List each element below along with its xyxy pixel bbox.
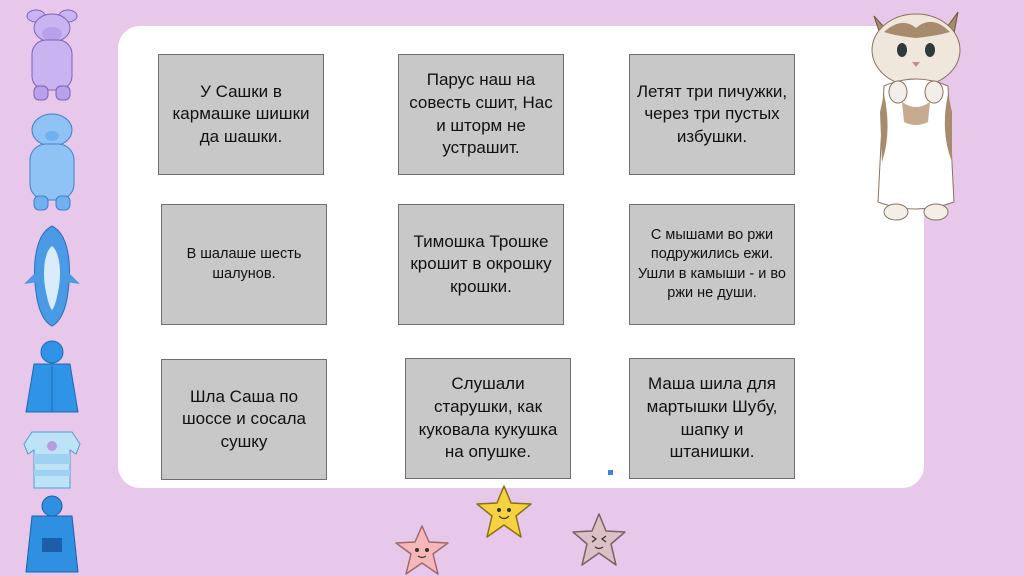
pink-star-icon <box>392 524 452 576</box>
purple-bunny-costume-icon <box>18 6 86 102</box>
yellow-star-icon <box>474 484 534 540</box>
tongue-twister-card-5[interactable]: Тимошка Трошке крошит в окрошку крошки. <box>398 204 564 325</box>
mauve-star-icon <box>570 512 628 568</box>
tongue-twister-card-6[interactable]: С мышами во ржи подружились ежи. Ушли в камыши - и во ржи не души. <box>629 204 795 325</box>
small-marker <box>608 470 613 475</box>
tongue-twister-card-4[interactable]: В шалаше шесть шалунов. <box>161 204 327 325</box>
tongue-twister-card-9[interactable]: Маша шила для мартышки Шубу, шапку и штанишки. <box>629 358 795 479</box>
knit-sweater-icon <box>18 424 86 492</box>
blue-raincoat-icon <box>18 338 86 416</box>
tongue-twister-card-2[interactable]: Парус наш на совесть сшит, Нас и шторм не устрашит. <box>398 54 564 175</box>
blue-pig-costume-icon <box>18 108 86 212</box>
tongue-twister-card-3[interactable]: Летят три пичужки, через три пустых избушки. <box>629 54 795 175</box>
shark-costume-icon <box>18 222 86 328</box>
tongue-twister-card-7[interactable]: Шла Саша по шоссе и сосала сушку <box>161 359 327 480</box>
tongue-twister-card-1[interactable]: У Сашки в кармашке шишки да шашки. <box>158 54 324 175</box>
kitten-illustration-icon <box>862 2 972 232</box>
blue-jacket-icon <box>18 494 86 574</box>
tongue-twister-card-8[interactable]: Слушали старушки, как куковала кукушка на опушке. <box>405 358 571 479</box>
